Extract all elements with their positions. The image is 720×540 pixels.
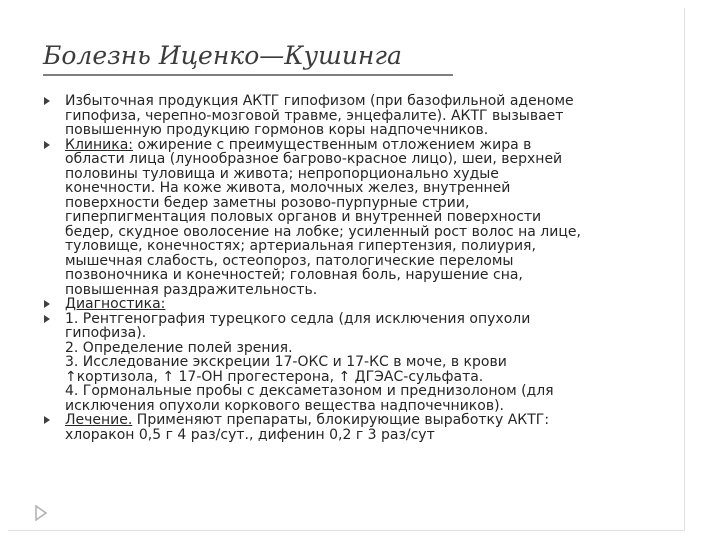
bullet-item-clinic	[40, 138, 676, 298]
text-line: гиперпигментация половых органов и внутренней поверхности	[65, 209, 542, 225]
text-line	[65, 413, 676, 428]
corner-arrow-icon	[34, 505, 48, 521]
slide-frame-right	[684, 8, 685, 530]
text-line: бедер, скудное оволосение на лобке; усиленный рост волос на лице,	[65, 223, 581, 240]
treatment-heading: Лечение.	[65, 412, 133, 428]
text-segment: Применяют препараты, блокирующие выработку АКТГ:	[132, 412, 550, 428]
diagnostics-heading: Диагностика:	[65, 296, 166, 312]
triangle-bullet-icon	[44, 315, 50, 323]
text-line: позвоночника и конечностей; головная боль, нарушение сна,	[65, 267, 523, 283]
bullet-item-etiology	[40, 94, 676, 138]
bullet-list	[40, 94, 676, 442]
bullet-item-diagnostics	[40, 297, 676, 312]
triangle-bullet-icon	[44, 97, 50, 105]
title-underline	[43, 74, 453, 76]
text-line: повышенная раздражительность.	[65, 281, 318, 298]
text-line: конечности. На коже живота, молочных желез, внутренней	[65, 180, 511, 196]
text-line: 4. Гормональные пробы с дексаметазоном и преднизолоном (для	[65, 383, 554, 399]
bullet-item-diagnostic-steps	[40, 312, 676, 414]
text-line: Избыточная продукция АКТГ гипофизом (при базофильной аденоме	[65, 93, 574, 109]
text-line: исключения опухоли коркового вещества надпочечников).	[65, 397, 504, 414]
text-line: половины туловища и живота; непропорционально худые	[65, 165, 499, 182]
text-line: 3. Исследование экскреции 17-ОКС и 17-КС в моче, в крови	[65, 354, 507, 370]
text-line	[65, 138, 676, 153]
text-line: области лица (лунообразное багрово-красное лицо), шеи, верхней	[65, 151, 563, 167]
bullet-item-treatment	[40, 413, 676, 442]
triangle-bullet-icon	[44, 416, 50, 424]
text-line: хлоракон 0,5 г 4 раз/сут., дифенин 0,2 г 3 раз/сут	[65, 426, 435, 443]
slide-title: Болезнь Иценко—Кушинга	[43, 41, 402, 70]
text-line: мышечная слабость, остеопороз, патологические переломы	[65, 252, 514, 269]
text-line: 2. Определение полей зрения.	[65, 339, 293, 356]
triangle-bullet-icon	[44, 300, 50, 308]
text-line: ↑кортизола, ↑ 17-ОН прогестерона, ↑ ДГЭАС-сульфата.	[65, 368, 484, 385]
text-segment: ожирение с преимущественным отложением жира в	[133, 136, 532, 153]
clinic-heading: Клиника:	[65, 136, 133, 153]
text-line: поверхности бедер заметны розово-пурпурные стрии,	[65, 194, 470, 211]
text-line: повышенную продукцию гормонов коры надпочечников.	[65, 122, 489, 138]
text-line: туловище, конечностях; артериальная гипертензия, полиурия,	[65, 238, 536, 254]
text-line: гипофиза, черепно-мозговой травме, энцефалите). АКТГ вызывает	[65, 107, 564, 124]
text-line: 1. Рентгенография турецкого седла (для исключения опухоли	[65, 310, 531, 327]
slide-frame-bottom	[8, 530, 685, 531]
text-line: гипофиза).	[65, 325, 147, 341]
triangle-bullet-icon	[44, 141, 50, 149]
